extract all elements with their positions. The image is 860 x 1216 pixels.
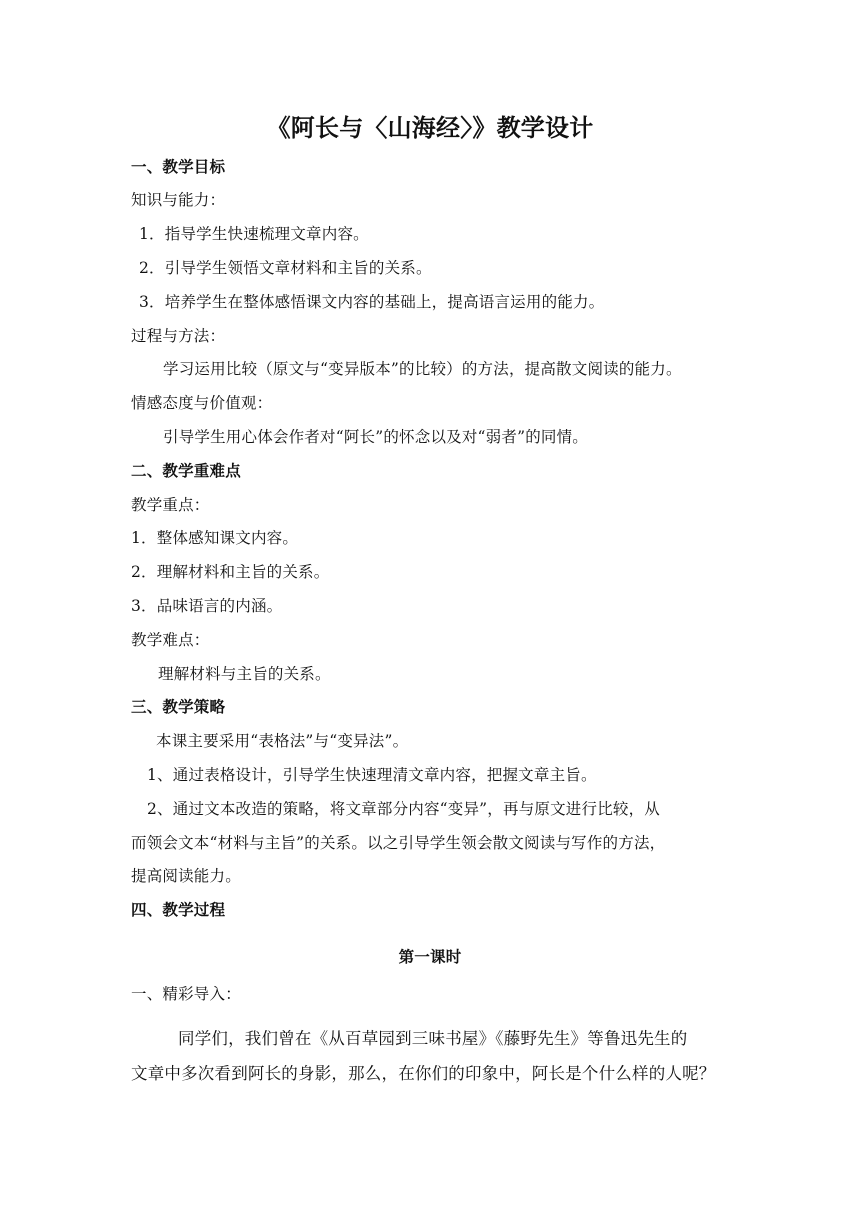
emotion-label: 情感态度与价值观： — [131, 394, 273, 412]
key-item-3: 3．品味语言的内涵。 — [131, 597, 283, 615]
strategy-item-2-line-2: 而领会文本“材料与主旨”的关系。以之引导学生领会散文阅读与写作的方法， — [131, 834, 666, 852]
process-label: 过程与方法： — [131, 327, 226, 345]
difficulty-label: 教学难点： — [131, 631, 210, 649]
knowledge-label: 知识与能力： — [131, 191, 226, 209]
section-heading-objectives: 一、教学目标 — [131, 158, 226, 176]
key-item-2: 2．理解材料和主旨的关系。 — [131, 563, 330, 581]
key-item-1: 1．整体感知课文内容。 — [131, 529, 299, 547]
document-title: 《阿长与〈山海经〉》教学设计 — [266, 114, 594, 142]
intro-line-2: 文章中多次看到阿长的身影，那么，在你们的印象中，阿长是个什么样的人呢？ — [131, 1064, 716, 1083]
strategy-item-2-line-3: 提高阅读能力。 — [131, 867, 241, 885]
knowledge-item-3: 3．培养学生在整体感悟课文内容的基础上，提高语言运用的能力。 — [139, 293, 605, 311]
section-heading-strategy: 三、教学策略 — [131, 698, 226, 716]
emotion-text: 引导学生用心体会作者对“阿长”的怀念以及对“弱者”的同情。 — [163, 428, 588, 446]
lesson-title: 第一课时 — [398, 948, 462, 966]
strategy-intro: 本课主要采用“表格法”与“变异法”。 — [156, 732, 409, 750]
process-text: 学习运用比较（原文与“变异版本”的比较）的方法，提高散文阅读的能力。 — [163, 360, 682, 378]
intro-line-1: 同学们，我们曾在《从百草园到三味书屋》《藤野先生》等鲁迅先生的 — [178, 1029, 688, 1048]
knowledge-item-1: 1．指导学生快速梳理文章内容。 — [139, 225, 369, 243]
difficulty-text: 理解材料与主旨的关系。 — [158, 665, 331, 683]
section-heading-key-points: 二、教学重难点 — [131, 462, 241, 480]
knowledge-item-2: 2．引导学生领悟文章材料和主旨的关系。 — [139, 259, 432, 277]
key-label: 教学重点： — [131, 496, 210, 514]
strategy-item-1: 1、通过表格设计，引导学生快速理清文章内容，把握文章主旨。 — [147, 766, 597, 784]
strategy-item-2-line-1: 2、通过文本改造的策略，将文章部分内容“变异”，再与原文进行比较，从 — [147, 800, 661, 818]
section-heading-process: 四、教学过程 — [131, 901, 226, 919]
intro-heading: 一、精彩导入： — [131, 985, 241, 1003]
